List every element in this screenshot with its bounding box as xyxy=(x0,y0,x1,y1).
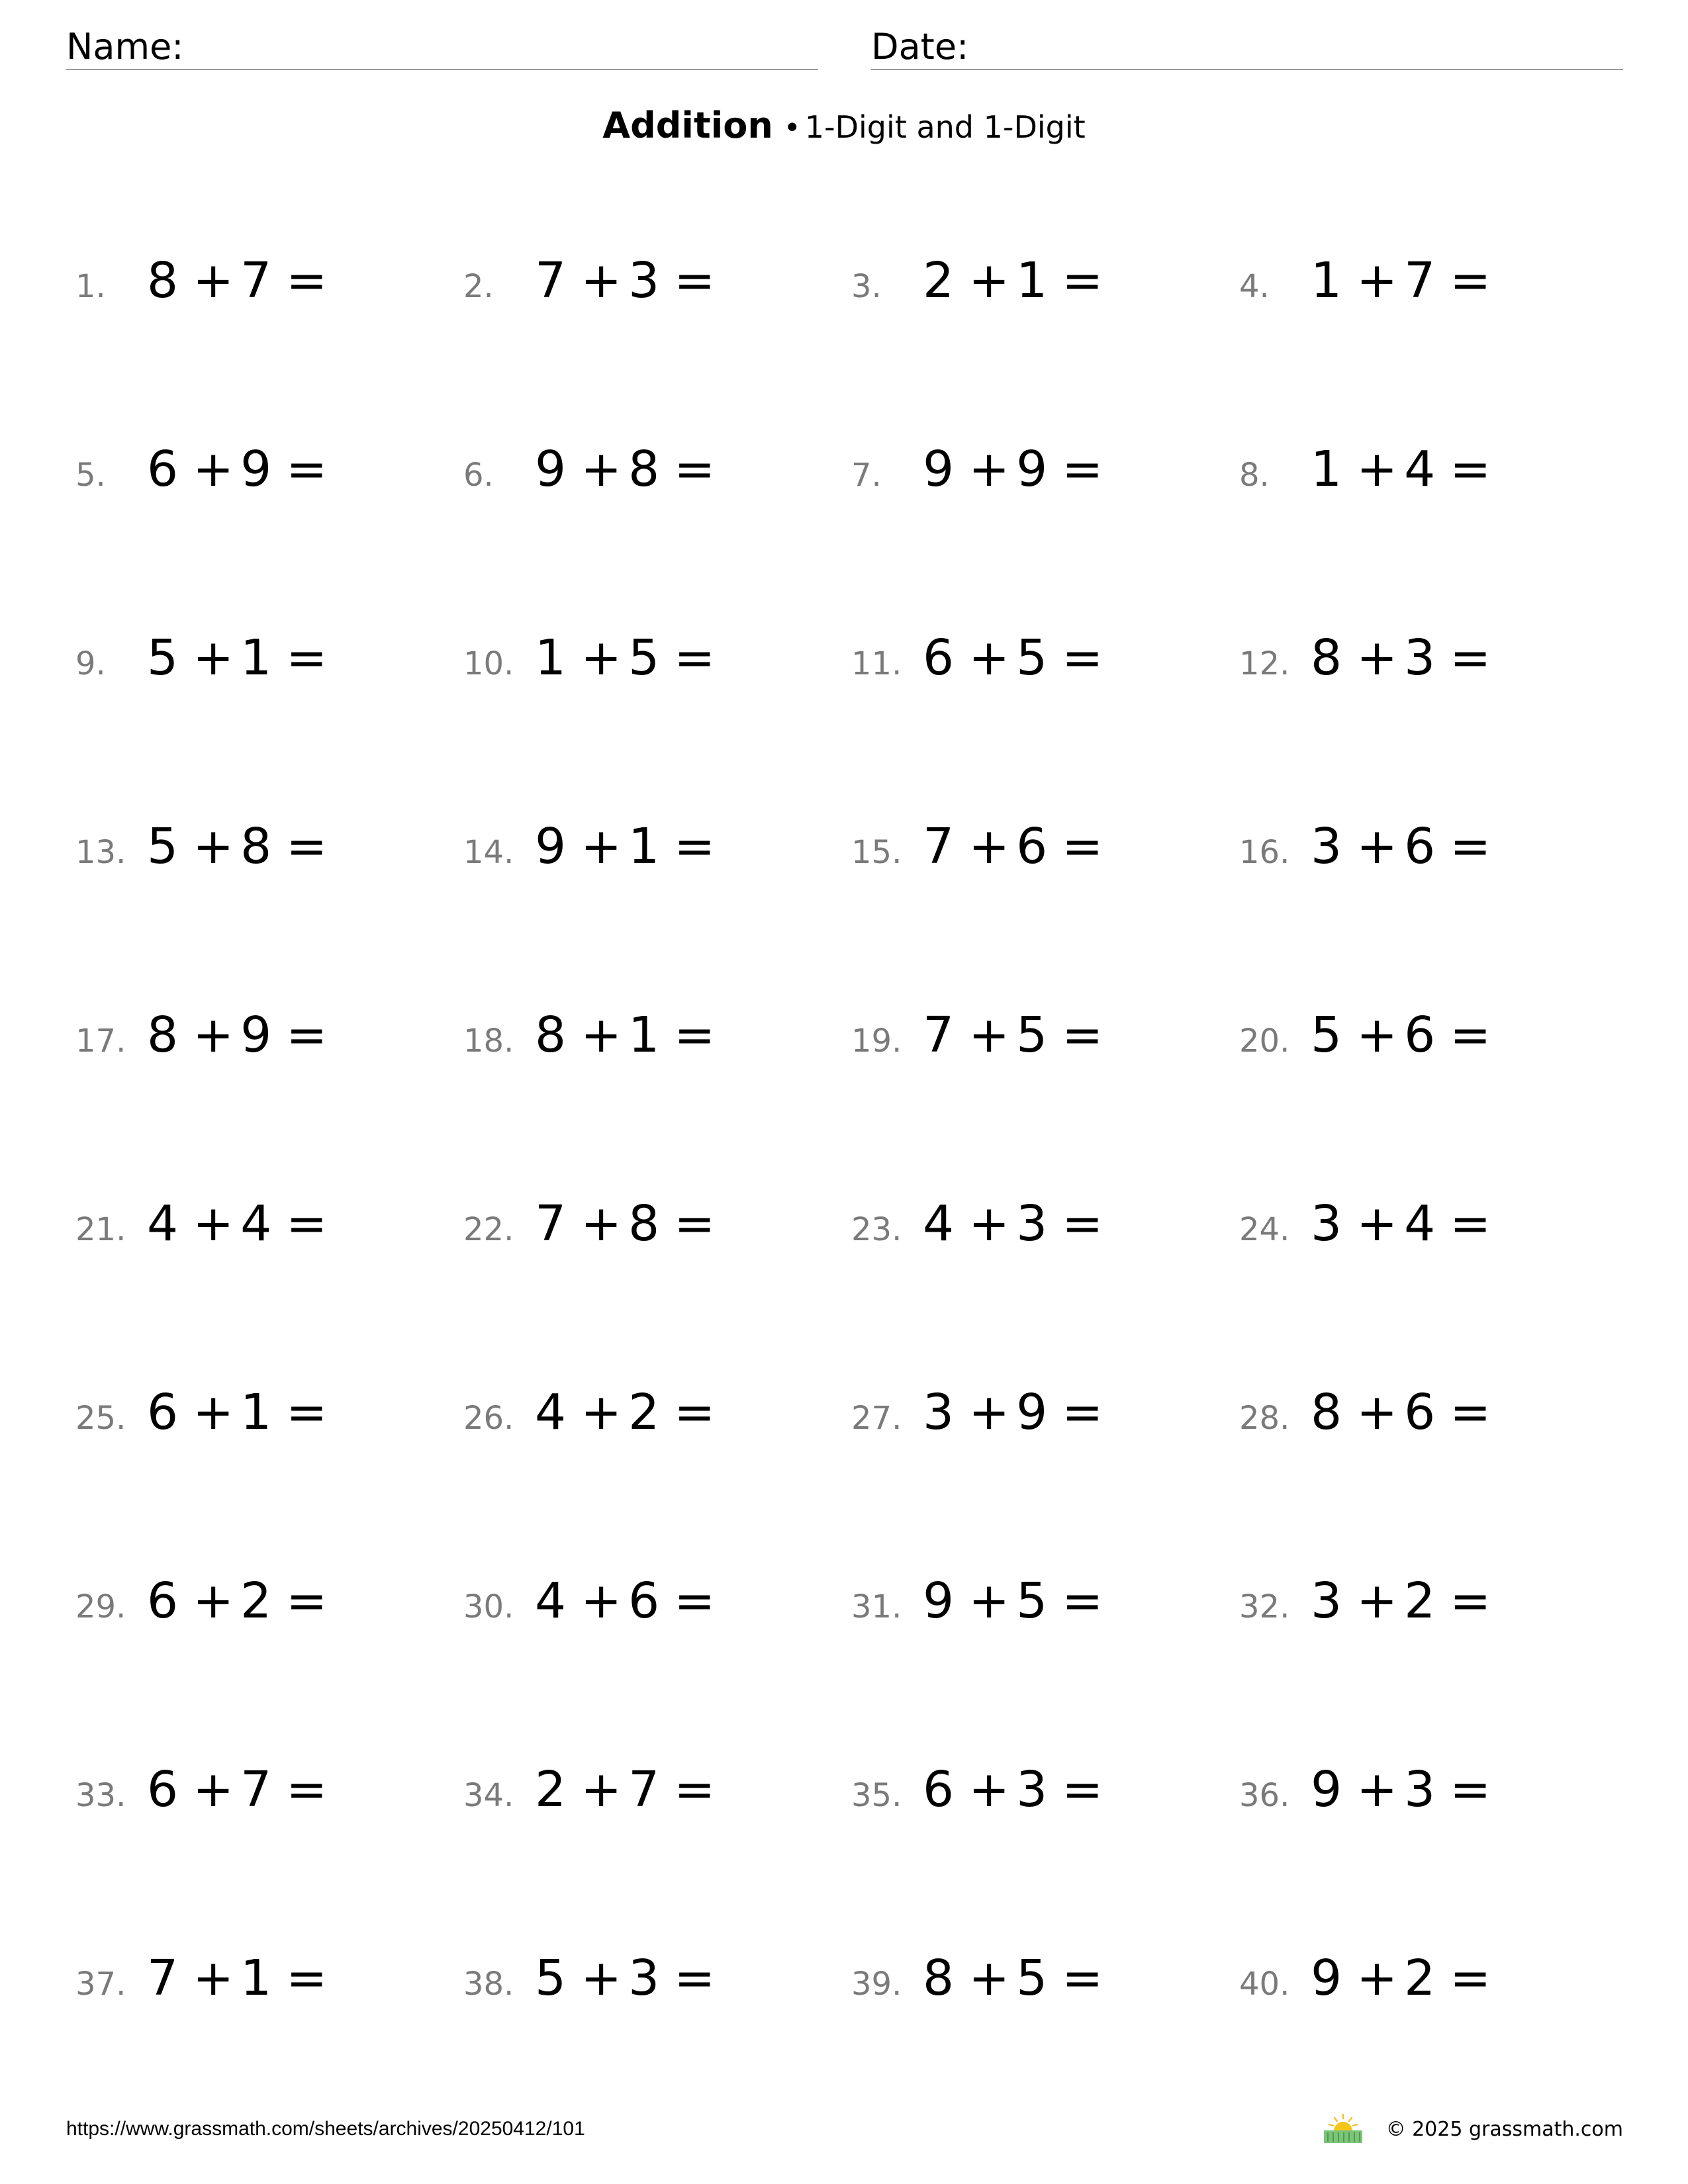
operand-a: 4 xyxy=(535,1572,567,1629)
operand-b: 9 xyxy=(240,441,272,498)
equals-sign: = xyxy=(1450,1950,1491,2007)
title-subtitle: 1-Digit and 1-Digit xyxy=(804,109,1086,145)
operand-a: 7 xyxy=(535,1195,567,1252)
problem-item xyxy=(463,442,834,508)
operand-b: 3 xyxy=(1404,1761,1436,1818)
operand-a: 3 xyxy=(1311,1572,1342,1629)
problem-number: 7. xyxy=(851,457,882,494)
operand-a: 2 xyxy=(535,1761,567,1818)
operator: + xyxy=(193,629,234,686)
equals-sign: = xyxy=(1450,1572,1491,1629)
operator: + xyxy=(193,1572,234,1629)
problem-item xyxy=(463,631,834,697)
problem-item xyxy=(1239,1574,1610,1640)
problem-number: 37. xyxy=(75,1966,126,2003)
problem-expression xyxy=(1311,1950,1491,2007)
equals-sign: = xyxy=(1450,629,1491,686)
problem-item xyxy=(851,1951,1222,2017)
equals-sign: = xyxy=(286,1384,328,1441)
operand-b: 3 xyxy=(1404,629,1436,686)
problem-item xyxy=(1239,1008,1610,1074)
operand-a: 8 xyxy=(1311,1384,1342,1441)
operand-b: 3 xyxy=(1016,1195,1048,1252)
problem-item xyxy=(463,1197,834,1263)
operand-a: 8 xyxy=(923,1950,955,2007)
equals-sign: = xyxy=(1450,1195,1491,1252)
problem-number: 34. xyxy=(463,1777,514,1814)
operand-a: 8 xyxy=(147,252,179,309)
operand-b: 6 xyxy=(628,1572,660,1629)
problem-expression xyxy=(923,1761,1103,1818)
problem-item xyxy=(75,1197,446,1263)
operand-b: 1 xyxy=(628,1007,660,1064)
operator: + xyxy=(968,1007,1010,1064)
problem-number: 22. xyxy=(463,1211,514,1248)
operand-b: 5 xyxy=(1016,629,1048,686)
problem-number: 13. xyxy=(75,834,126,871)
operand-a: 9 xyxy=(535,441,567,498)
equals-sign: = xyxy=(286,252,328,309)
problem-item xyxy=(1239,253,1610,320)
problem-item xyxy=(1239,1951,1610,2017)
equals-sign: = xyxy=(674,1007,716,1064)
problem-item xyxy=(75,442,446,508)
operator: + xyxy=(581,252,622,309)
problem-number: 19. xyxy=(851,1023,902,1060)
operand-a: 4 xyxy=(923,1195,955,1252)
problem-expression xyxy=(147,1007,328,1064)
operand-b: 1 xyxy=(628,818,660,875)
equals-sign: = xyxy=(1450,441,1491,498)
problem-number: 20. xyxy=(1239,1023,1290,1060)
operator: + xyxy=(968,1950,1010,2007)
equals-sign: = xyxy=(1450,1007,1491,1064)
operand-a: 6 xyxy=(147,1761,179,1818)
equals-sign: = xyxy=(674,818,716,875)
equals-sign: = xyxy=(1450,818,1491,875)
operand-a: 6 xyxy=(923,1761,955,1818)
equals-sign: = xyxy=(674,252,716,309)
operator: + xyxy=(1356,818,1398,875)
operator: + xyxy=(581,1761,622,1818)
equals-sign: = xyxy=(1062,1572,1103,1629)
operand-b: 5 xyxy=(1016,1572,1048,1629)
operator: + xyxy=(581,1007,622,1064)
operand-b: 3 xyxy=(1016,1761,1048,1818)
operand-a: 8 xyxy=(147,1007,179,1064)
operand-a: 5 xyxy=(147,629,179,686)
problem-expression xyxy=(147,441,328,498)
problem-item xyxy=(1239,631,1610,697)
operator: + xyxy=(193,1007,234,1064)
equals-sign: = xyxy=(286,1950,328,2007)
operand-a: 1 xyxy=(1311,252,1342,309)
problem-expression xyxy=(1311,441,1491,498)
footer-branding xyxy=(1320,2113,1623,2146)
problem-expression xyxy=(1311,629,1491,686)
problem-item xyxy=(463,819,834,886)
problem-expression xyxy=(923,818,1103,875)
problem-number: 30. xyxy=(463,1588,514,1625)
operand-b: 6 xyxy=(1016,818,1048,875)
problem-expression xyxy=(535,1572,716,1629)
operator: + xyxy=(193,818,234,875)
equals-sign: = xyxy=(286,441,328,498)
operand-b: 6 xyxy=(1404,1384,1436,1441)
operand-a: 8 xyxy=(535,1007,567,1064)
title-main: Addition xyxy=(602,105,773,146)
operand-a: 7 xyxy=(923,818,955,875)
operand-b: 1 xyxy=(240,629,272,686)
problem-number: 3. xyxy=(851,268,882,305)
problem-number: 4. xyxy=(1239,268,1270,305)
operand-a: 9 xyxy=(923,441,955,498)
operand-a: 7 xyxy=(923,1007,955,1064)
problem-expression xyxy=(147,1761,328,1818)
problem-expression xyxy=(923,1384,1103,1441)
problem-expression xyxy=(535,441,716,498)
operand-a: 6 xyxy=(147,1572,179,1629)
operand-a: 9 xyxy=(1311,1950,1342,2007)
operator: + xyxy=(968,629,1010,686)
problem-number: 38. xyxy=(463,1966,514,2003)
operand-b: 9 xyxy=(1016,1384,1048,1441)
problem-item xyxy=(1239,1762,1610,1829)
problem-expression xyxy=(147,1572,328,1629)
equals-sign: = xyxy=(1062,1761,1103,1818)
operator: + xyxy=(581,629,622,686)
operator: + xyxy=(581,441,622,498)
title-separator: • xyxy=(783,111,801,145)
problem-number: 26. xyxy=(463,1400,514,1437)
equals-sign: = xyxy=(674,1572,716,1629)
problem-expression xyxy=(535,818,716,875)
equals-sign: = xyxy=(674,441,716,498)
problem-item xyxy=(851,819,1222,886)
operand-a: 5 xyxy=(147,818,179,875)
problem-expression xyxy=(1311,252,1491,309)
problem-expression xyxy=(147,1950,328,2007)
problem-number: 2. xyxy=(463,268,494,305)
operator: + xyxy=(968,1761,1010,1818)
problem-number: 9. xyxy=(75,645,106,682)
problem-number: 35. xyxy=(851,1777,902,1814)
problem-number: 1. xyxy=(75,268,106,305)
problem-number: 32. xyxy=(1239,1588,1290,1625)
problem-item xyxy=(75,1008,446,1074)
operand-a: 5 xyxy=(1311,1007,1342,1064)
operand-b: 3 xyxy=(628,1950,660,2007)
problem-item xyxy=(75,1574,446,1640)
problem-item xyxy=(851,442,1222,508)
operand-a: 1 xyxy=(535,629,567,686)
problem-expression xyxy=(1311,1384,1491,1441)
problem-item xyxy=(463,1008,834,1074)
problem-number: 18. xyxy=(463,1023,514,1060)
operator: + xyxy=(1356,1950,1398,2007)
equals-sign: = xyxy=(1062,629,1103,686)
operand-b: 9 xyxy=(1016,441,1048,498)
problem-item xyxy=(1239,819,1610,886)
problem-item xyxy=(75,819,446,886)
problem-expression xyxy=(147,1384,328,1441)
problem-number: 8. xyxy=(1239,457,1270,494)
equals-sign: = xyxy=(1062,1195,1103,1252)
equals-sign: = xyxy=(286,1007,328,1064)
operator: + xyxy=(1356,252,1398,309)
footer-url: https://www.grassmath.com/sheets/archives/20250412/101 xyxy=(66,2118,585,2140)
problem-number: 27. xyxy=(851,1400,902,1437)
operand-b: 9 xyxy=(240,1007,272,1064)
problem-number: 10. xyxy=(463,645,514,682)
operand-a: 6 xyxy=(147,1384,179,1441)
equals-sign: = xyxy=(1062,252,1103,309)
operator: + xyxy=(1356,1384,1398,1441)
problem-item xyxy=(851,1574,1222,1640)
operand-b: 2 xyxy=(628,1384,660,1441)
equals-sign: = xyxy=(674,1761,716,1818)
problem-number: 12. xyxy=(1239,645,1290,682)
problem-number: 5. xyxy=(75,457,106,494)
problem-item xyxy=(1239,442,1610,508)
equals-sign: = xyxy=(1062,441,1103,498)
operand-b: 7 xyxy=(240,252,272,309)
problem-expression xyxy=(535,629,716,686)
operand-b: 5 xyxy=(1016,1007,1048,1064)
problem-number: 33. xyxy=(75,1777,126,1814)
equals-sign: = xyxy=(286,1195,328,1252)
problem-number: 11. xyxy=(851,645,902,682)
problem-number: 28. xyxy=(1239,1400,1290,1437)
operand-a: 3 xyxy=(1311,818,1342,875)
operator: + xyxy=(193,1195,234,1252)
operand-b: 7 xyxy=(1404,252,1436,309)
grass-sun-icon xyxy=(1320,2113,1366,2146)
operand-a: 4 xyxy=(535,1384,567,1441)
equals-sign: = xyxy=(286,818,328,875)
problem-item xyxy=(851,631,1222,697)
problem-item xyxy=(75,631,446,697)
copyright-text: © 2025 grassmath.com xyxy=(1385,2117,1623,2141)
problem-expression xyxy=(923,441,1103,498)
problem-expression xyxy=(535,1384,716,1441)
problem-number: 15. xyxy=(851,834,902,871)
problem-item xyxy=(463,1762,834,1829)
problem-item xyxy=(75,1951,446,2017)
problem-item xyxy=(851,1385,1222,1451)
operator: + xyxy=(1356,1195,1398,1252)
problem-expression xyxy=(535,252,716,309)
problem-expression xyxy=(1311,818,1491,875)
operand-b: 8 xyxy=(240,818,272,875)
operator: + xyxy=(1356,1007,1398,1064)
operator: + xyxy=(581,1572,622,1629)
operand-b: 6 xyxy=(1404,818,1436,875)
problem-expression xyxy=(923,1195,1103,1252)
operator: + xyxy=(968,1572,1010,1629)
operand-b: 3 xyxy=(628,252,660,309)
problem-item xyxy=(75,253,446,320)
problem-expression xyxy=(147,1195,328,1252)
problem-number: 23. xyxy=(851,1211,902,1248)
problem-number: 36. xyxy=(1239,1777,1290,1814)
problem-expression xyxy=(923,1572,1103,1629)
equals-sign: = xyxy=(286,1761,328,1818)
problem-expression xyxy=(535,1950,716,2007)
equals-sign: = xyxy=(1062,1950,1103,2007)
problem-expression xyxy=(147,252,328,309)
operand-b: 2 xyxy=(1404,1572,1436,1629)
operand-b: 8 xyxy=(628,441,660,498)
operator: + xyxy=(581,1384,622,1441)
problem-number: 14. xyxy=(463,834,514,871)
problem-number: 31. xyxy=(851,1588,902,1625)
equals-sign: = xyxy=(674,1384,716,1441)
operator: + xyxy=(193,1950,234,2007)
operator: + xyxy=(581,818,622,875)
problem-expression xyxy=(923,1007,1103,1064)
equals-sign: = xyxy=(1450,252,1491,309)
operand-a: 7 xyxy=(147,1950,179,2007)
operand-a: 9 xyxy=(1311,1761,1342,1818)
equals-sign: = xyxy=(286,629,328,686)
problem-item xyxy=(463,1574,834,1640)
operator: + xyxy=(193,1384,234,1441)
problem-number: 21. xyxy=(75,1211,126,1248)
equals-sign: = xyxy=(674,1950,716,2007)
operator: + xyxy=(581,1950,622,2007)
operator: + xyxy=(968,818,1010,875)
equals-sign: = xyxy=(674,629,716,686)
equals-sign: = xyxy=(286,1572,328,1629)
problem-item xyxy=(75,1762,446,1829)
problem-item xyxy=(463,1385,834,1451)
problem-expression xyxy=(147,629,328,686)
problem-number: 25. xyxy=(75,1400,126,1437)
problem-expression xyxy=(147,818,328,875)
operand-b: 8 xyxy=(628,1195,660,1252)
operand-b: 1 xyxy=(240,1950,272,2007)
problem-item xyxy=(463,253,834,320)
problem-item xyxy=(851,253,1222,320)
problem-number: 6. xyxy=(463,457,494,494)
operator: + xyxy=(1356,1572,1398,1629)
operand-a: 3 xyxy=(923,1384,955,1441)
operand-a: 9 xyxy=(923,1572,955,1629)
problem-expression xyxy=(1311,1195,1491,1252)
operand-a: 1 xyxy=(1311,441,1342,498)
operator: + xyxy=(581,1195,622,1252)
equals-sign: = xyxy=(674,1195,716,1252)
problem-expression xyxy=(1311,1572,1491,1629)
equals-sign: = xyxy=(1450,1384,1491,1441)
problem-item xyxy=(1239,1197,1610,1263)
operand-a: 7 xyxy=(535,252,567,309)
problem-expression xyxy=(535,1761,716,1818)
operator: + xyxy=(968,1384,1010,1441)
operand-b: 7 xyxy=(240,1761,272,1818)
problem-expression xyxy=(923,252,1103,309)
operator: + xyxy=(968,1195,1010,1252)
operand-b: 4 xyxy=(1404,1195,1436,1252)
operator: + xyxy=(968,252,1010,309)
problem-expression xyxy=(1311,1761,1491,1818)
problem-number: 39. xyxy=(851,1966,902,2003)
problem-number: 17. xyxy=(75,1023,126,1060)
operand-b: 1 xyxy=(240,1384,272,1441)
problem-item xyxy=(75,1385,446,1451)
operand-a: 6 xyxy=(923,629,955,686)
problem-item xyxy=(851,1008,1222,1074)
problem-item xyxy=(463,1951,834,2017)
operand-b: 4 xyxy=(240,1195,272,1252)
operand-a: 3 xyxy=(1311,1195,1342,1252)
problem-number: 40. xyxy=(1239,1966,1290,2003)
problem-expression xyxy=(1311,1007,1491,1064)
equals-sign: = xyxy=(1062,1384,1103,1441)
problem-expression xyxy=(535,1195,716,1252)
operand-a: 2 xyxy=(923,252,955,309)
operator: + xyxy=(1356,1761,1398,1818)
problem-expression xyxy=(923,1950,1103,2007)
equals-sign: = xyxy=(1062,1007,1103,1064)
operand-b: 2 xyxy=(1404,1950,1436,2007)
operator: + xyxy=(193,441,234,498)
operator: + xyxy=(968,441,1010,498)
operator: + xyxy=(1356,629,1398,686)
operand-a: 8 xyxy=(1311,629,1342,686)
problem-item xyxy=(851,1762,1222,1829)
operand-a: 9 xyxy=(535,818,567,875)
problem-number: 24. xyxy=(1239,1211,1290,1248)
operand-b: 2 xyxy=(240,1572,272,1629)
operand-a: 4 xyxy=(147,1195,179,1252)
equals-sign: = xyxy=(1062,818,1103,875)
operator: + xyxy=(1356,441,1398,498)
problem-number: 16. xyxy=(1239,834,1290,871)
operator: + xyxy=(193,1761,234,1818)
problem-expression xyxy=(535,1007,716,1064)
problem-item xyxy=(1239,1385,1610,1451)
operator: + xyxy=(193,252,234,309)
equals-sign: = xyxy=(1450,1761,1491,1818)
operand-a: 6 xyxy=(147,441,179,498)
problem-expression xyxy=(923,629,1103,686)
operand-b: 6 xyxy=(1404,1007,1436,1064)
operand-b: 1 xyxy=(1016,252,1048,309)
problem-number: 29. xyxy=(75,1588,126,1625)
operand-b: 5 xyxy=(628,629,660,686)
operand-b: 7 xyxy=(628,1761,660,1818)
operand-a: 5 xyxy=(535,1950,567,2007)
name-label: Name: xyxy=(66,26,184,68)
date-label: Date: xyxy=(871,26,969,68)
operand-b: 4 xyxy=(1404,441,1436,498)
operand-b: 5 xyxy=(1016,1950,1048,2007)
problem-item xyxy=(851,1197,1222,1263)
